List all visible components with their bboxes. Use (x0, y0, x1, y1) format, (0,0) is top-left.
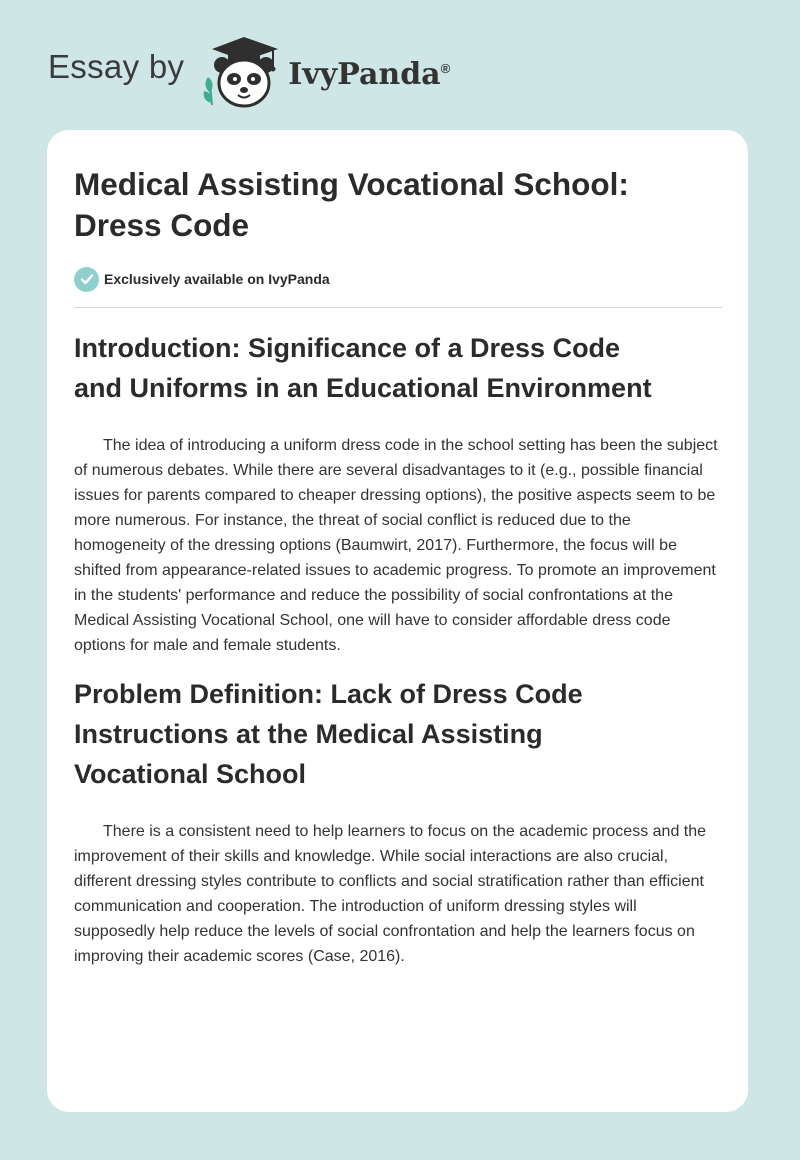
brand-name[interactable]: IvyPanda® (288, 56, 451, 92)
exclusive-label: Exclusively available on IvyPanda (104, 271, 330, 287)
paragraph-problem-definition: There is a consistent need to help learners to focus on the academic process and the improvement of their skills and knowledge. While social interactions are also crucial, different dressing styles contribute to conflicts and social stratification rather than efficient communication and cooperation. The introduction of uniform dressing styles will supposedly help reduce the levels of social confrontation and help the learners focus on improving their academic scores (Case, 2016). (74, 823, 707, 965)
section-heading-introduction: Introduction: Significance of a Dress Code and Uniforms in an Educational Environment (74, 333, 652, 403)
paragraph-introduction: The idea of introducing a uniform dress code in the school setting has been the subject of numerous debates. While there are several disadvantages to it (e.g., possible financial issues for parents compared to cheaper dressing options), the positive aspects seem to be more numerous. For instance, the threat of social conflict is reduced due to the homogeneity of the dressing options (Baumwirt, 2017). Furthermore, the focus will be shifted from appearance-related issues to academic progress. To promote an improvement in the students' performance and reduce the possibility of social confrontations at the Medical Assisting Vocational School, one will have to consider affordable dress code options for male and female students. (74, 437, 718, 654)
page-title: Medical Assisting Vocational School: Dress Code (74, 166, 629, 243)
divider (74, 307, 722, 308)
exclusive-badge (74, 266, 722, 292)
essay-card (47, 130, 748, 1112)
check-circle-icon (74, 267, 99, 292)
brand-header (48, 32, 450, 112)
registered-mark: ® (440, 60, 451, 76)
section-heading-problem-definition: Problem Definition: Lack of Dress Code Instructions at the Medical Assisting Vocational School (74, 679, 583, 789)
panda-graduate-icon (198, 33, 284, 111)
brand-prefix: Essay by (48, 48, 185, 85)
